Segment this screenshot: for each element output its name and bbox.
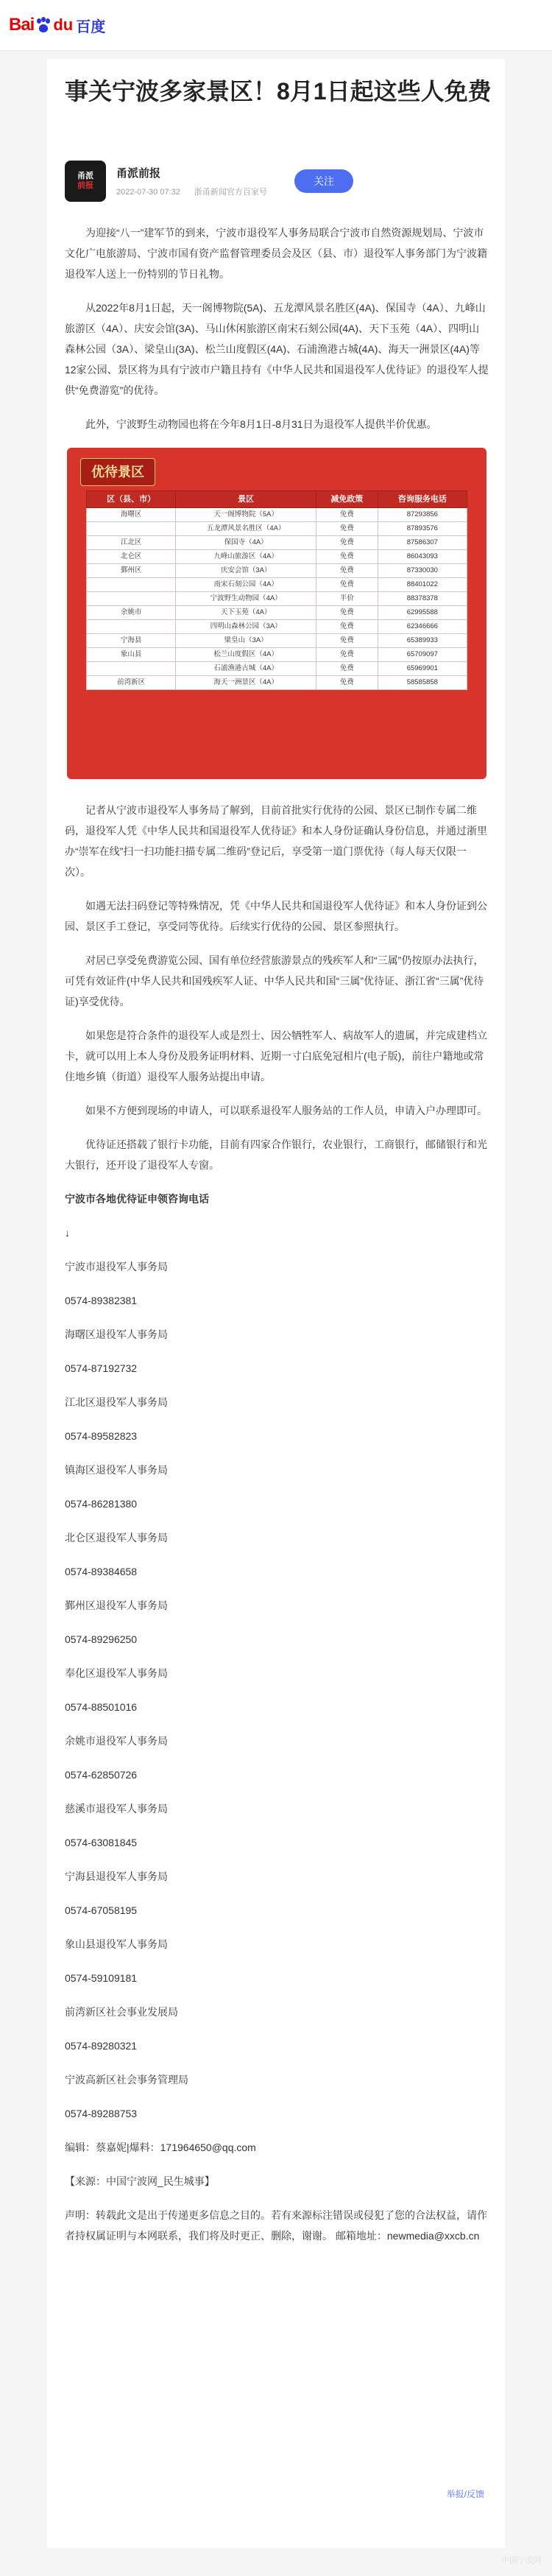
contact-org: 海曙区退役军人事务局 — [65, 1329, 168, 1340]
table-cell: 87293856 — [378, 508, 467, 522]
paragraph: 对居已享受免费游览公园、国有单位经营旅游景点的残疾军人和“三属”仍按原办法执行，可凭有效证件(中华人民共和国残疾军人证、中华人民共和国“三属”优待证、浙江省“三属”优待证)享受优待。 — [65, 954, 484, 1007]
table-row — [87, 536, 467, 550]
table-cell — [87, 620, 176, 634]
table-cell: 87330030 — [378, 564, 467, 578]
contact-phone: 0574-89582823 — [65, 1430, 138, 1442]
publish-date: 2022-07-30 07:32 — [116, 188, 180, 197]
paragraph: 如果您是符合条件的退役军人或是烈士、因公牺牲军人、病故军人的遗属，并完成建档立卡，就可以用上本人身份及股务证明材料、近期一寸白底免冠相片(电子版)，前往户籍地或常住地乡镇（街道）退役军人服务站提出申请。 — [65, 1030, 487, 1083]
contact-phone: 0574-59109181 — [65, 1972, 138, 1984]
contact-org: 北仑区退役军人事务局 — [65, 1532, 168, 1544]
table-cell: 62995588 — [378, 606, 467, 620]
table-cell — [87, 578, 176, 592]
paragraph: 如果不方便到现场的申请人，可以联系退役军人服务站的工作人员，申请入户办理即可。 — [85, 1105, 487, 1116]
table-cell: 天下玉苑（4A） — [176, 606, 316, 620]
contact-org: 宁海县退役军人事务局 — [65, 1871, 168, 1882]
table-header: 景区 — [176, 491, 316, 508]
table-header: 区（县、市） — [87, 491, 176, 508]
table-cell: 北仑区 — [87, 550, 176, 564]
consult-title: 宁波市各地优待证申领咨询电话 — [65, 1193, 209, 1205]
contact-org: 象山县退役军人事务局 — [65, 1938, 168, 1950]
table-cell: 五龙潭风景名胜区（4A） — [176, 522, 316, 536]
avatar-text-2: 前报 — [77, 181, 93, 190]
poster-tag: 优待景区 — [80, 458, 155, 486]
contact-phone: 0574-89296250 — [65, 1633, 138, 1645]
table-row — [87, 564, 467, 578]
contact-phone: 0574-63081845 — [65, 1837, 138, 1848]
table-row — [87, 676, 467, 690]
contact-phone: 0574-89288753 — [65, 2108, 138, 2119]
table-cell: 宁波野生动物园（4A） — [176, 592, 316, 606]
table-cell: 象山县 — [87, 648, 176, 662]
contact-org: 镇海区退役军人事务局 — [65, 1464, 168, 1476]
contact-phone: 0574-87192732 — [65, 1362, 138, 1374]
table-row — [87, 578, 467, 592]
table-row — [87, 648, 467, 662]
avatar[interactable] — [65, 161, 106, 202]
table-cell: 九峰山旅游区（4A） — [176, 550, 316, 564]
table-cell: 免费 — [316, 606, 378, 620]
table-row — [87, 620, 467, 634]
editor-line: 编辑：蔡嘉妮|爆料：171964650@qq.com — [65, 2142, 256, 2153]
table-cell: 58585858 — [378, 676, 467, 690]
contact-phone: 0574-88501016 — [65, 1701, 138, 1713]
table-cell: 免费 — [316, 564, 378, 578]
table-cell: 免费 — [316, 508, 378, 522]
paragraph: 如遇无法扫码登记等特殊情况，凭《中华人民共和国退役军人优待证》和本人身份证到公园、景区手工登记，享受同等优待。后续实行优待的公园、景区参照执行。 — [65, 900, 487, 932]
contact-org: 慈溪市退役军人事务局 — [65, 1803, 168, 1815]
logo-du-text: du — [53, 15, 74, 34]
table-cell: 庆安会馆（3A） — [176, 564, 316, 578]
table-cell: 87586307 — [378, 536, 467, 550]
discount-poster — [67, 448, 486, 779]
table-header: 减免政策 — [316, 491, 378, 508]
table-row — [87, 508, 467, 522]
contact-org: 宁波高新区社会事务管理局 — [65, 2074, 188, 2086]
paragraph: 从2022年8月1日起，天一阁博物院(5A)、五龙潭风景名胜区(4A)、保国寺（4A）、九峰山旅游区（4A）、庆安会馆(3A)、马山休闲旅游区南宋石刻公园(4A)、天下玉苑（4A）、四明山森林公园（3A）、梁皇山(3A)、松兰山度假区(4A)、石浦渔港古城(4A)、海天一洲景区(4A)等12家公园、景区将为具有宁波市户籍且持有《中华人民共和国退役军人优待证》的退役军人提供“免费游览”的优待。 — [65, 302, 489, 396]
paragraph: 为迎接“八一”建军节的到来，宁波市退役军人事务局联合宁波市自然资源规划局、宁波市文化广电旅游局、宁波市国有资产监督管理委员会及区（县、市）退役军人事务部门为宁波籍退役军人送上一份特别的节日礼物。 — [65, 227, 487, 280]
arrow-icon: ↓ — [65, 1227, 70, 1239]
contact-phone: 0574-89382381 — [65, 1295, 138, 1306]
table-row — [87, 606, 467, 620]
table-cell: 62346666 — [378, 620, 467, 634]
table-cell: 免费 — [316, 648, 378, 662]
table-cell: 天一阁博物院（5A） — [176, 508, 316, 522]
poster-table — [86, 490, 467, 690]
article-body — [65, 222, 489, 2259]
paragraph: 记者从宁波市退役军人事务局了解到，目前首批实行优待的公园、景区已制作专属二维码，退役军人凭《中华人民共和国退役军人优待证》和本人身份证确认身份信息，并通过浙里办“崇军在线”扫一扫功能扫描专属二维码”登记后，享受第一道门票优待（每人每天仅限一次）。 — [65, 804, 487, 878]
table-cell: 石浦渔港古城（4A） — [176, 662, 316, 676]
watermark: 中国宁波网 — [501, 2556, 542, 2565]
table-cell: 免费 — [316, 676, 378, 690]
table-cell: 宁海县 — [87, 634, 176, 648]
paragraph: 优待证还搭载了银行卡功能，目前有四家合作银行，农业银行，工商银行，邮储银行和光大银行，还开设了退役军人专窗。 — [65, 1139, 487, 1171]
contact-phone: 0574-89280321 — [65, 2040, 138, 2052]
table-cell: 半价 — [316, 592, 378, 606]
table-cell: 88401022 — [378, 578, 467, 592]
author-meta — [116, 186, 267, 197]
table-cell: 免费 — [316, 550, 378, 564]
table-row — [87, 634, 467, 648]
contact-phone: 0574-86281380 — [65, 1498, 138, 1510]
table-cell: 梁皇山（3A） — [176, 634, 316, 648]
follow-button[interactable]: 关注 — [294, 169, 353, 193]
paw-icon — [35, 17, 52, 33]
article-title: 事关宁波多家景区！8月1日起这些人免费 — [65, 78, 492, 105]
contact-phone: 0574-89384658 — [65, 1566, 138, 1577]
contact-phone: 0574-62850726 — [65, 1769, 138, 1781]
report-link[interactable]: 举报/反馈 — [446, 2489, 484, 2499]
article-card — [47, 59, 505, 2548]
table-cell: 免费 — [316, 620, 378, 634]
contact-phone: 0574-67058195 — [65, 1904, 138, 1916]
logo-cn-text: 百度 — [76, 18, 106, 35]
table-cell: 海天一洲景区（4A） — [176, 676, 316, 690]
table-row — [87, 550, 467, 564]
table-cell: 四明山森林公园（3A） — [176, 620, 316, 634]
table-cell: 南宋石刻公园（4A） — [176, 578, 316, 592]
table-cell — [87, 522, 176, 536]
table-cell: 免费 — [316, 578, 378, 592]
table-cell: 免费 — [316, 634, 378, 648]
table-cell: 保国寺（4A） — [176, 536, 316, 550]
baidu-logo[interactable] — [9, 15, 105, 35]
author-name[interactable]: 甬派前报 — [116, 167, 161, 180]
table-cell: 江北区 — [87, 536, 176, 550]
table-row — [87, 592, 467, 606]
table-cell: 海曙区 — [87, 508, 176, 522]
table-cell: 松兰山度假区（4A） — [176, 648, 316, 662]
table-cell: 前湾新区 — [87, 676, 176, 690]
contact-org: 鄞州区退役军人事务局 — [65, 1600, 168, 1611]
table-cell: 免费 — [316, 536, 378, 550]
table-cell: 88378378 — [378, 592, 467, 606]
contact-org: 奉化区退役军人事务局 — [65, 1667, 168, 1679]
logo-bai-text: Bai — [9, 15, 35, 35]
table-cell: 87893576 — [378, 522, 467, 536]
top-bar — [0, 0, 552, 51]
table-cell — [87, 592, 176, 606]
table-row — [87, 662, 467, 676]
table-cell: 65709097 — [378, 648, 467, 662]
contact-org: 前湾新区社会事业发展局 — [65, 2006, 178, 2018]
table-cell: 鄞州区 — [87, 564, 176, 578]
contact-list — [65, 1256, 489, 2124]
table-cell: 86043093 — [378, 550, 467, 564]
table-row — [87, 522, 467, 536]
avatar-text-1: 甬派 — [77, 172, 93, 180]
author-desc: 浙甬新闻官方百家号 — [194, 188, 267, 197]
table-cell: 65969901 — [378, 662, 467, 676]
table-cell: 免费 — [316, 522, 378, 536]
table-cell: 免费 — [316, 662, 378, 676]
paragraph: 此外，宁波野生动物园也将在今年8月1日-8月31日为退役军人提供半价优惠。 — [85, 418, 437, 430]
source-line: 【来源：中国宁波网_民生城事】 — [65, 2175, 215, 2187]
table-header: 咨询服务电话 — [378, 491, 467, 508]
contact-org: 江北区退役军人事务局 — [65, 1396, 168, 1408]
statement: 声明：转载此文是出于传递更多信息之目的。若有来源标注错误或侵犯了您的合法权益，请作者持权属证明与本网联系，我们将及时更正、删除，谢谢。 邮箱地址：newmedia@xxcb.cn — [65, 2209, 487, 2242]
table-cell: 余姚市 — [87, 606, 176, 620]
contact-org: 宁波市退役军人事务局 — [65, 1261, 168, 1273]
contact-org: 余姚市退役军人事务局 — [65, 1735, 168, 1747]
table-cell — [87, 662, 176, 676]
table-cell: 65389933 — [378, 634, 467, 648]
author-info — [65, 161, 492, 205]
